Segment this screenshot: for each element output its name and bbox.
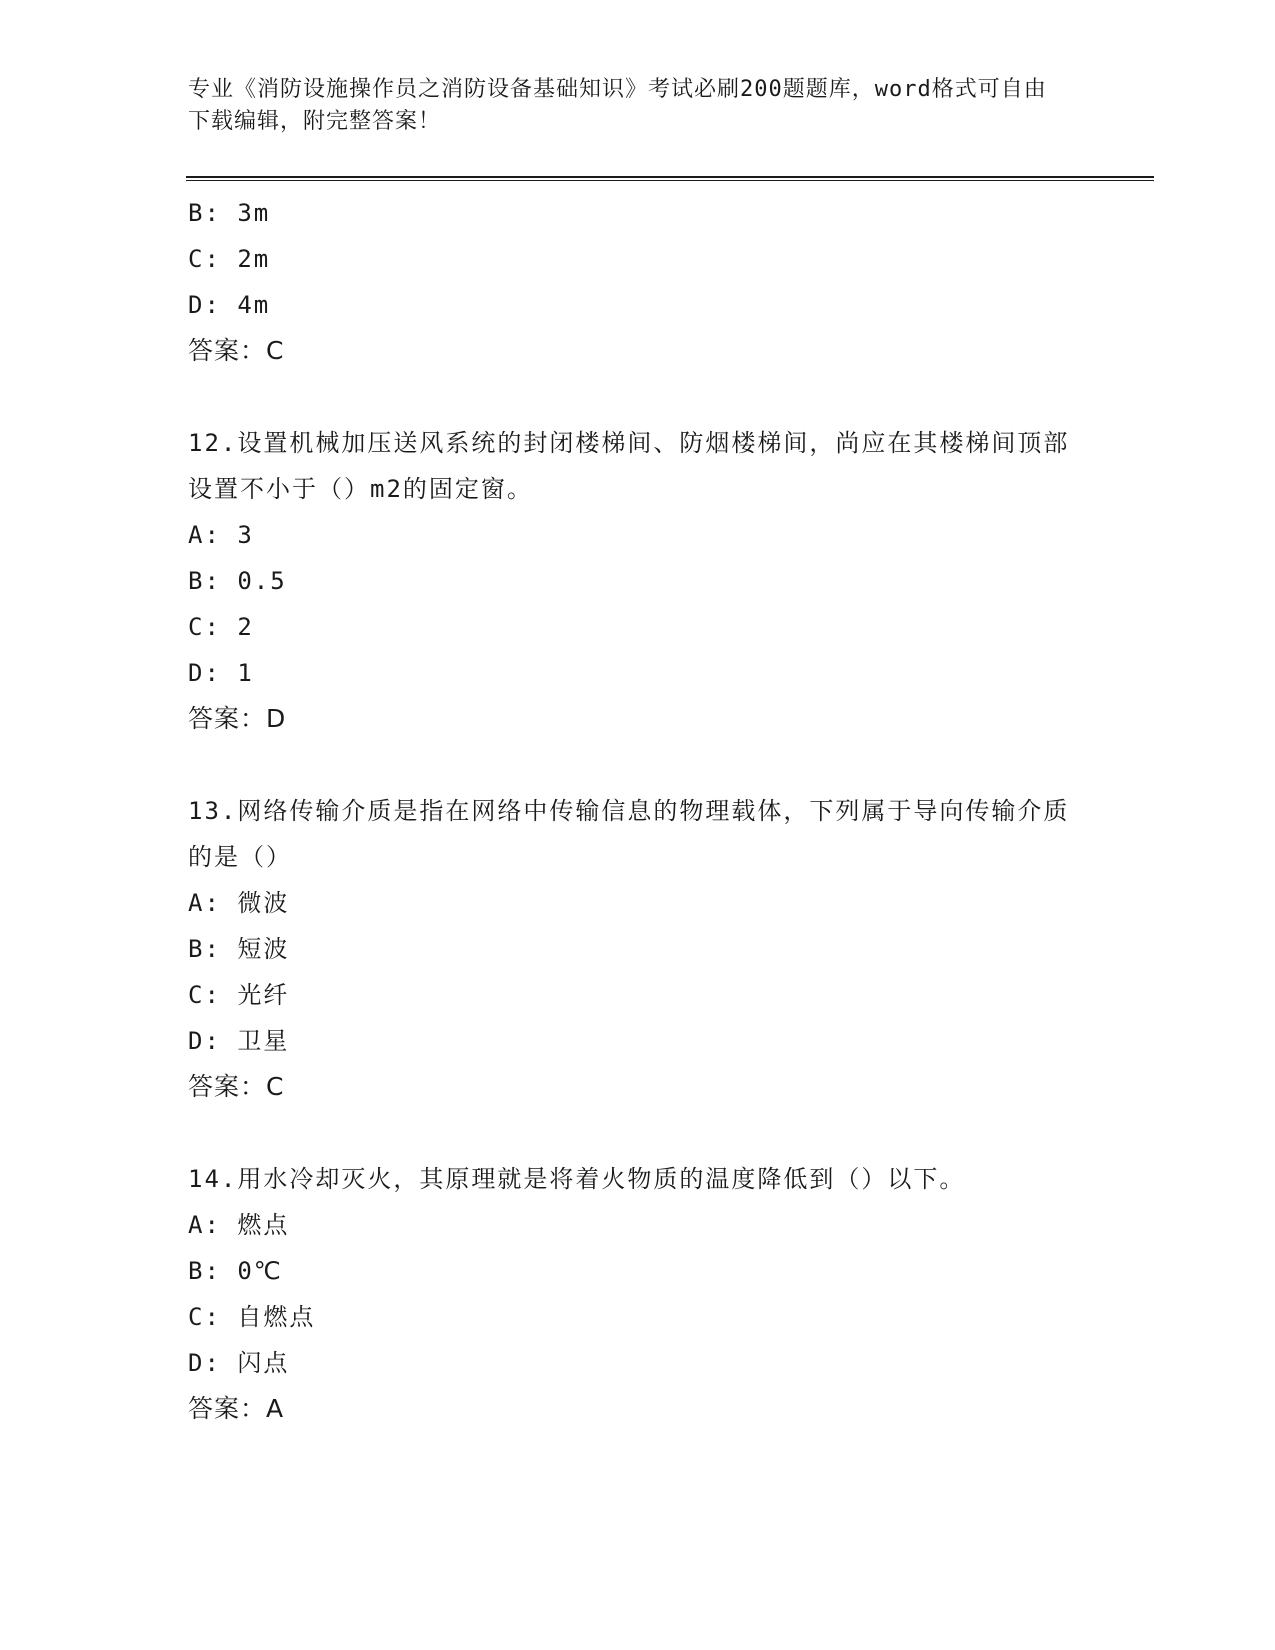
option-d: D: 卫星 [188,1027,290,1055]
spacer [188,742,1088,788]
option-c: C: 2 [188,613,254,641]
question-14 [188,1156,1088,1432]
answer: 答案：C [188,336,285,365]
question-stem: 14.用水冷却灭火，其原理就是将着火物质的温度降低到（）以下。 [188,1165,966,1193]
question-12 [188,420,1088,742]
option-c: C: 光纤 [188,981,290,1009]
question-13 [188,788,1088,1110]
page-header: 专业《消防设施操作员之消防设备基础知识》考试必刷200题题库，word格式可自由下载编辑，附完整答案！ [188,77,1047,134]
option-a: A: 燃点 [188,1211,290,1239]
spacer [188,1110,1088,1156]
header-divider [186,176,1154,181]
option-c: C: 2m [188,245,271,273]
option-a: A: 3 [188,521,254,549]
option-b: B: 0.5 [188,567,287,595]
answer: 答案：D [188,704,287,733]
option-b: B: 3m [188,199,271,227]
answer: 答案：A [188,1394,285,1423]
question-stem: 13.网络传输介质是指在网络中传输信息的物理载体，下列属于导向传输介质的是（） [188,797,1070,871]
option-d: D: 1 [188,659,254,687]
answer: 答案：C [188,1072,285,1101]
question-stem: 12.设置机械加压送风系统的封闭楼梯间、防烟楼梯间，尚应在其楼梯间顶部设置不小于（）m2的固定窗。 [188,429,1070,503]
spacer [188,374,1088,420]
option-b: B: 0℃ [188,1257,283,1285]
option-d: D: 闪点 [188,1349,290,1377]
option-d: D: 4m [188,291,271,319]
option-c: C: 自燃点 [188,1303,316,1331]
option-b: B: 短波 [188,935,290,963]
question-list [188,190,1088,1432]
question-11 [188,190,1088,374]
option-a: A: 微波 [188,889,290,917]
